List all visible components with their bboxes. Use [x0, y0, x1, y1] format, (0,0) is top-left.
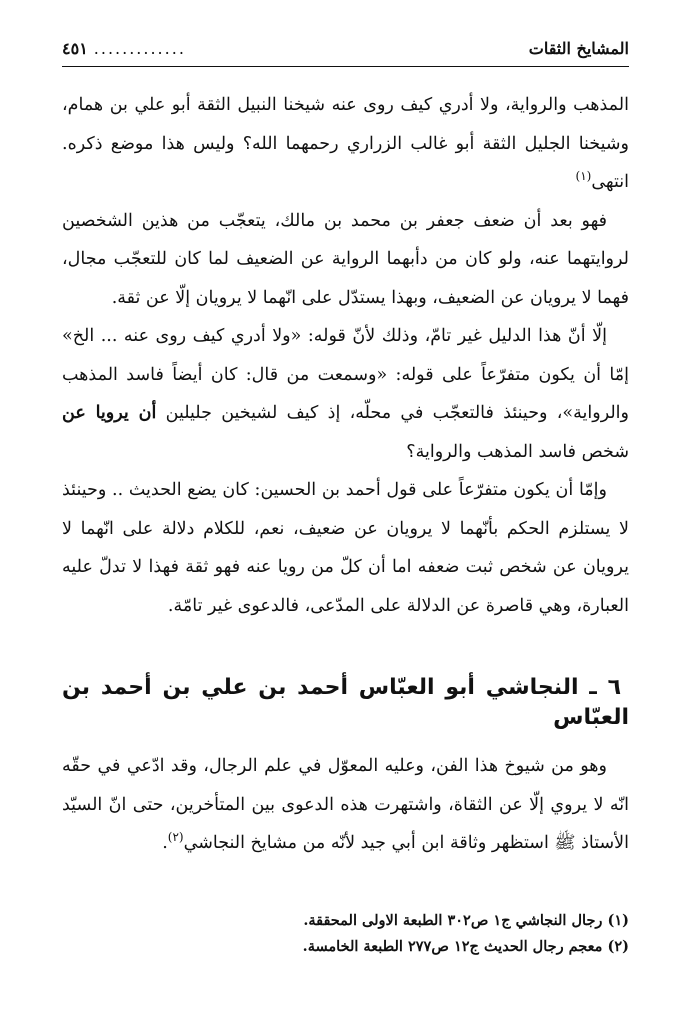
page-number: ٤٥١: [62, 39, 88, 58]
paragraph-3: إلّا أنّ هذا الدليل غير تامّ، وذلك لأنّ قوله: «ولا أدري كيف روى عنه ... الخ» إمّا أن يكون متفرّعاً على قوله: «وسمعت من قال: كان أيضاً فاسد المذهب والرواية»، وحينئذ فالتعجّب في محلّه، إذ كيف لشيخين جليلين أن يرويا عن شخص فاسد المذهب والرواية؟: [62, 326, 629, 462]
running-title: المشايخ الثقات: [528, 39, 629, 58]
emphasis-text: أن يرويا عن: [62, 403, 157, 423]
running-header: [62, 38, 629, 60]
footnote-ref-2: (٢): [167, 830, 184, 845]
paragraph-2: فهو بعد أن ضعف جعفر بن محمد بن مالك، يتعجّب من هذين الشخصين لروايتهما عنه، ولو كان من دأبهما الرواية عن الضعيف لما كان للتعجّب مجال، فهما لا يرويان عن الضعيف، وبهذا يستدّل على انّهما لا يرويان إلّا عن ثقة.: [62, 210, 629, 308]
header-rule: [62, 66, 629, 67]
footnotes: [62, 908, 629, 960]
footnote-2: (٢) معجم رجال الحديث ج١٢ ص٢٧٧ الطبعة الخامسة.: [302, 938, 629, 955]
paragraph-1: المذهب والرواية، ولا أدري كيف روى عنه شيخنا النبيل الثقة أبو علي بن همام، وشيخنا الجليل الثقة أبو غالب الزراري رحمهما الله؟ وليس هذا موضع ذكره. انتهى$^{(١)}$: [62, 95, 629, 192]
section-heading: ٦ ـ النجاشي أبو العبّاس أحمد بن علي بن أحمد بن العبّاس: [62, 675, 629, 730]
footnote-1: (١) رجال النجاشي ج١ ص٣٠٢ الطبعة الاولى المحققة.: [303, 912, 629, 929]
paragraph-4: وإمّا أن يكون متفرّعاً على قول أحمد بن الحسين: كان يضع الحديث .. وحينئذ لا يستلزم الحكم بأنّهما لا يرويان عن ضعيف، نعم، للكلام دلالة على انّهما لا يرويان عن شخص ثبت ضعفه اما أن كلّ من رويا عنه فهو ثقة فهذا لا تدلّ عليه العبارة، وهي قاصرة عن الدلالة على المدّعى، فالدعوى غير تامّة.: [62, 480, 629, 616]
footnote-ref-1: (١): [575, 169, 592, 184]
body-text: [62, 86, 629, 863]
paragraph-5: وهو من شيوخ هذا الفن، وعليه المعوّل في علم الرجال، وقد ادّعي في حقّه انّه لا يروي إلّا عن الثقاة، واشتهرت هذه الدعوى بين المتأخرين، حتى انّ السيّد الأستاذ ﷺ استظهر وثاقة ابن أبي جيد لأنّه من مشايخ النجاشي$^{(٢)}$.: [62, 756, 629, 853]
leader-dots: .............: [93, 39, 186, 58]
